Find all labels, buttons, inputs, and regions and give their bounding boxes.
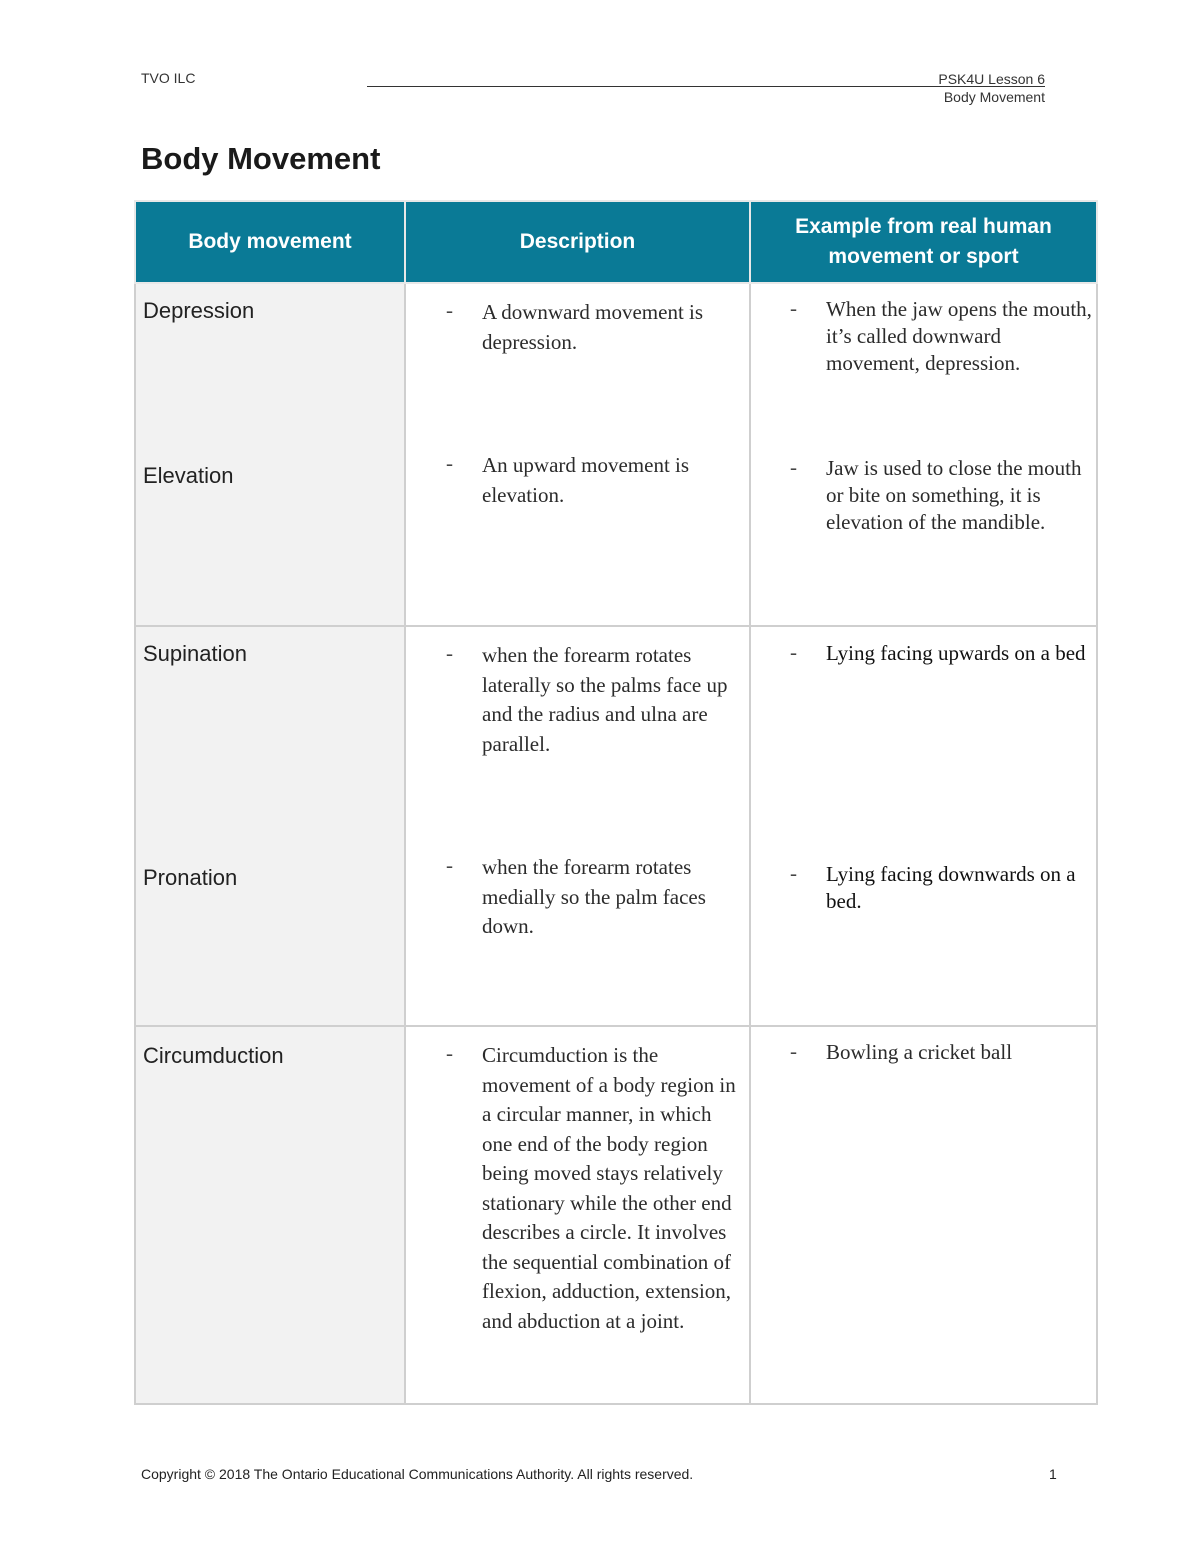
header-topic: Body Movement xyxy=(943,89,1045,105)
bullet-dash: - xyxy=(446,298,453,322)
example-text: Jaw is used to close the mouth or bite on something, it is elevation of the mandible. xyxy=(826,456,1082,534)
table-row xyxy=(135,1026,1097,1404)
header-right xyxy=(938,70,1045,106)
description-cell xyxy=(405,1026,750,1404)
movement-name: Pronation xyxy=(143,865,238,890)
description-text: when the forearm rotates laterally so the palms face up and the radius and ulna are parallel. xyxy=(482,643,728,756)
description-text: A downward movement is depression. xyxy=(482,300,704,354)
movement-name: Supination xyxy=(143,641,247,666)
example-cell xyxy=(750,626,1097,1026)
page-number: 1 xyxy=(1049,1466,1057,1482)
column-header-example: Example from real human movement or sport xyxy=(750,201,1097,283)
movement-cell xyxy=(135,1026,405,1404)
example-text: Lying facing downwards on a bed. xyxy=(826,862,1076,913)
movement-table xyxy=(134,200,1098,1405)
table-header-row xyxy=(135,201,1097,283)
description-text: when the forearm rotates medially so the palm faces down. xyxy=(482,855,706,938)
example-text: Bowling a cricket ball xyxy=(826,1040,1013,1064)
column-header-description: Description xyxy=(405,201,750,283)
movement-name: Circumduction xyxy=(143,1043,284,1068)
bullet-dash: - xyxy=(446,451,453,475)
description-text: Circumduction is the movement of a body region in a circular manner, in which one end of the body region being moved stays relatively stationary while the other end describes a circle. It involves the sequential combination of flexion, adduction, extension, and abduction at a joint. xyxy=(482,1043,736,1333)
description-cell xyxy=(405,283,750,626)
footer-copyright: Copyright © 2018 The Ontario Educational Communications Authority. All rights reserved. xyxy=(141,1466,694,1482)
movement-cell xyxy=(135,283,405,626)
bullet-dash: - xyxy=(790,296,797,320)
example-text: Lying facing upwards on a bed xyxy=(826,641,1086,665)
example-cell xyxy=(750,1026,1097,1404)
column-header-movement: Body movement xyxy=(135,201,405,283)
bullet-dash: - xyxy=(790,455,797,479)
bullet-dash: - xyxy=(790,1039,797,1063)
bullet-dash: - xyxy=(446,1041,453,1065)
bullet-dash: - xyxy=(446,853,453,877)
movement-name: Depression xyxy=(143,298,255,323)
bullet-dash: - xyxy=(790,640,797,664)
table-row xyxy=(135,283,1097,626)
example-text: When the jaw opens the mouth, it’s called downward movement, depression. xyxy=(826,297,1092,375)
page-title: Body Movement xyxy=(141,141,381,176)
bullet-dash: - xyxy=(446,641,453,665)
description-cell xyxy=(405,626,750,1026)
description-text: An upward movement is elevation. xyxy=(482,453,690,507)
bullet-dash: - xyxy=(790,861,797,885)
table-row xyxy=(135,626,1097,1026)
movement-cell xyxy=(135,626,405,1026)
header-org: TVO ILC xyxy=(141,70,196,86)
header-course: PSK4U Lesson 6 xyxy=(938,71,1045,87)
movement-name: Elevation xyxy=(143,463,234,488)
example-cell xyxy=(750,283,1097,626)
